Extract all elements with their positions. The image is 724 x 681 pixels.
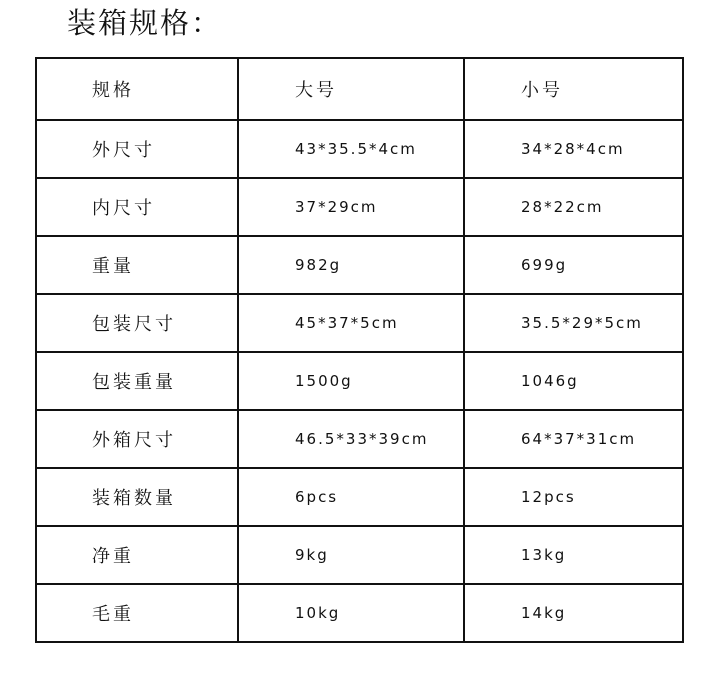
row-label: 外尺寸 [36, 120, 238, 178]
table-row [36, 120, 683, 178]
row-value-large: 37*29cm [238, 178, 464, 236]
table-row [36, 468, 683, 526]
row-label: 重量 [36, 236, 238, 294]
spec-table [35, 57, 684, 643]
row-label: 包装尺寸 [36, 294, 238, 352]
table-row [36, 236, 683, 294]
row-value-large: 982g [238, 236, 464, 294]
row-value-large: 46.5*33*39cm [238, 410, 464, 468]
table-row [36, 584, 683, 642]
row-value-small: 13kg [464, 526, 683, 584]
header-cell-spec: 规格 [36, 58, 238, 120]
row-label: 外箱尺寸 [36, 410, 238, 468]
row-label: 内尺寸 [36, 178, 238, 236]
row-value-small: 34*28*4cm [464, 120, 683, 178]
row-label: 装箱数量 [36, 468, 238, 526]
row-label: 净重 [36, 526, 238, 584]
table-row [36, 178, 683, 236]
row-label: 毛重 [36, 584, 238, 642]
row-value-small: 14kg [464, 584, 683, 642]
row-value-small: 1046g [464, 352, 683, 410]
row-label: 包装重量 [36, 352, 238, 410]
table-row [36, 410, 683, 468]
row-value-small: 35.5*29*5cm [464, 294, 683, 352]
row-value-large: 9kg [238, 526, 464, 584]
table-header-row [36, 58, 683, 120]
row-value-large: 10kg [238, 584, 464, 642]
row-value-small: 28*22cm [464, 178, 683, 236]
header-cell-large: 大号 [238, 58, 464, 120]
row-value-small: 12pcs [464, 468, 683, 526]
header-cell-small: 小号 [464, 58, 683, 120]
table-row [36, 352, 683, 410]
row-value-large: 1500g [238, 352, 464, 410]
row-value-large: 43*35.5*4cm [238, 120, 464, 178]
row-value-large: 45*37*5cm [238, 294, 464, 352]
table-row [36, 526, 683, 584]
table-row [36, 294, 683, 352]
page-title: 装箱规格： [67, 6, 223, 40]
row-value-small: 699g [464, 236, 683, 294]
row-value-small: 64*37*31cm [464, 410, 683, 468]
row-value-large: 6pcs [238, 468, 464, 526]
